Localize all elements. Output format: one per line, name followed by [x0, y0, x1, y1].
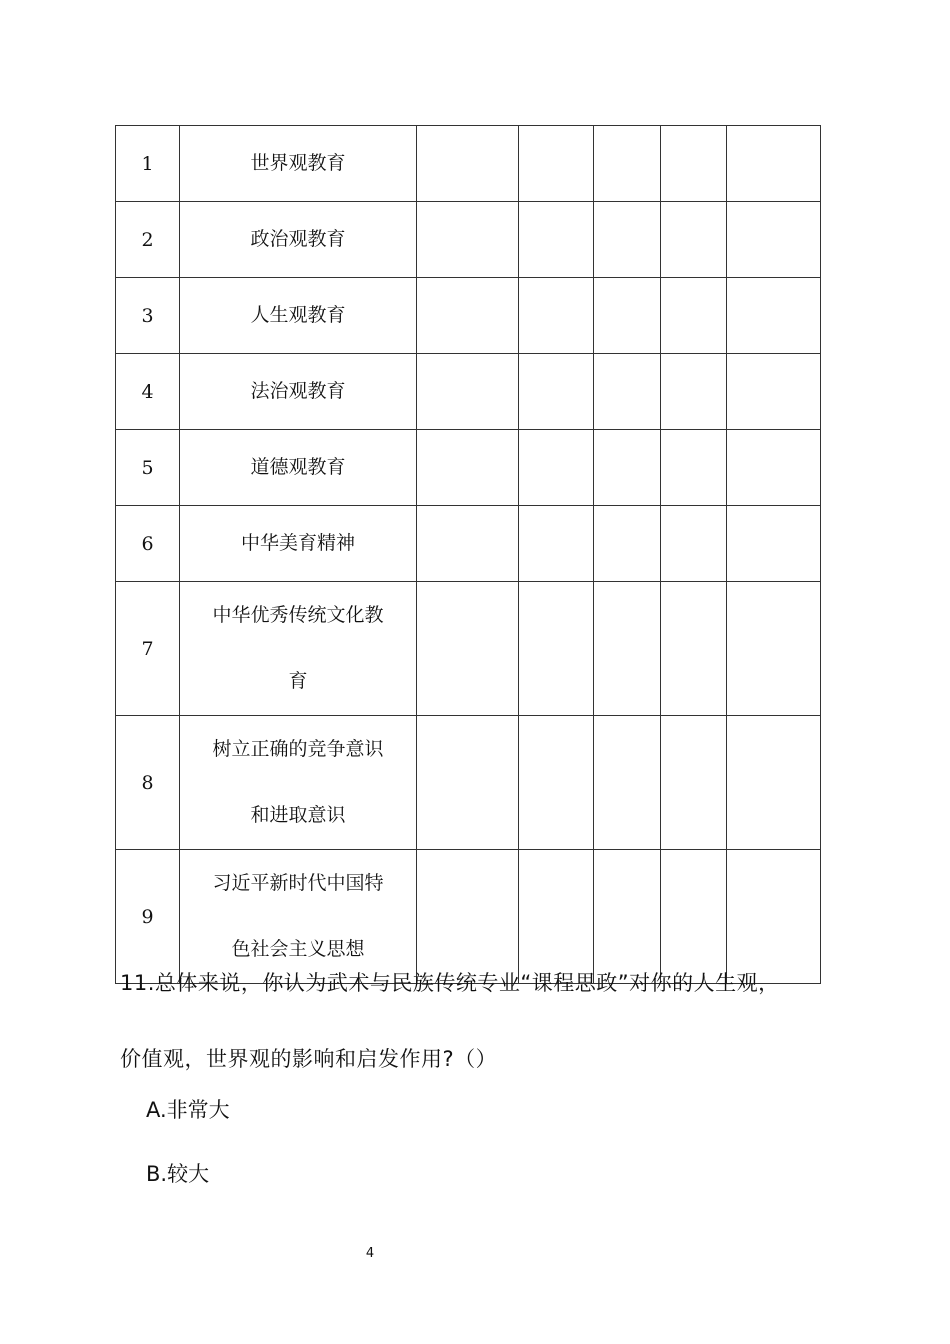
rating-cell[interactable] [519, 126, 594, 202]
question-text-line-1: 11.总体来说，你认为武术与民族传统专业“课程思政”对你的人生观， [120, 971, 780, 995]
table-body [116, 126, 821, 984]
table-row [116, 278, 821, 354]
rating-cell[interactable] [594, 202, 661, 278]
row-item [180, 716, 417, 850]
rating-cell[interactable] [417, 716, 519, 850]
option-a: A.非常大 [146, 1098, 230, 1122]
rating-cell[interactable] [727, 716, 821, 850]
table-row [116, 506, 821, 582]
rating-cell[interactable] [594, 430, 661, 506]
rating-cell[interactable] [727, 202, 821, 278]
row-item-line: 政治观教育 [250, 228, 346, 250]
row-item-line: 法治观教育 [250, 380, 346, 402]
row-item-line: 人生观教育 [250, 304, 346, 326]
rating-cell[interactable] [727, 354, 821, 430]
rating-cell[interactable] [661, 202, 727, 278]
row-item-line: 习近平新时代中国特 [212, 872, 384, 894]
row-number: 3 [116, 278, 180, 354]
rating-cell[interactable] [417, 430, 519, 506]
rating-cell[interactable] [417, 278, 519, 354]
rating-cell[interactable] [594, 278, 661, 354]
rating-cell[interactable] [727, 582, 821, 716]
row-number: 9 [116, 850, 180, 984]
table-row [116, 582, 821, 716]
row-number: 2 [116, 202, 180, 278]
page-number: 4 [365, 1246, 375, 1261]
question-text-line-2: 价值观，世界观的影响和启发作用?（） [120, 1047, 498, 1071]
row-item [180, 278, 417, 354]
rating-cell[interactable] [519, 506, 594, 582]
rating-cell[interactable] [727, 126, 821, 202]
row-item [180, 430, 417, 506]
rating-cell[interactable] [417, 126, 519, 202]
rating-cell[interactable] [417, 202, 519, 278]
rating-cell[interactable] [519, 430, 594, 506]
rating-cell[interactable] [727, 506, 821, 582]
row-item-line: 中华优秀传统文化教 [212, 604, 384, 626]
rating-cell[interactable] [519, 716, 594, 850]
row-number: 6 [116, 506, 180, 582]
rating-cell[interactable] [519, 202, 594, 278]
rating-cell[interactable] [417, 506, 519, 582]
question-11 [120, 945, 840, 1097]
row-item [180, 202, 417, 278]
option-b: B.较大 [146, 1162, 210, 1186]
rating-cell[interactable] [727, 278, 821, 354]
rating-cell[interactable] [594, 582, 661, 716]
table-row [116, 126, 821, 202]
row-number: 5 [116, 430, 180, 506]
row-item-line: 育 [288, 670, 308, 692]
rating-cell[interactable] [727, 430, 821, 506]
row-item [180, 582, 417, 716]
row-number: 7 [116, 582, 180, 716]
rating-cell[interactable] [519, 582, 594, 716]
row-item-line: 和进取意识 [250, 804, 346, 826]
rating-cell[interactable] [594, 716, 661, 850]
rating-cell[interactable] [661, 354, 727, 430]
rating-cell[interactable] [417, 354, 519, 430]
rating-cell[interactable] [661, 716, 727, 850]
row-item-line: 道德观教育 [250, 456, 346, 478]
rating-cell[interactable] [594, 506, 661, 582]
row-item-line: 中华美育精神 [240, 532, 355, 554]
row-number: 1 [116, 126, 180, 202]
table-row [116, 716, 821, 850]
rating-cell[interactable] [661, 430, 727, 506]
rating-cell[interactable] [519, 354, 594, 430]
rating-cell[interactable] [594, 126, 661, 202]
rating-cell[interactable] [519, 278, 594, 354]
rating-cell[interactable] [417, 582, 519, 716]
table-row [116, 430, 821, 506]
row-item [180, 506, 417, 582]
table-row [116, 202, 821, 278]
rating-cell[interactable] [661, 126, 727, 202]
row-item [180, 126, 417, 202]
row-number: 4 [116, 354, 180, 430]
row-item [180, 354, 417, 430]
row-item-line: 世界观教育 [250, 152, 346, 174]
row-number: 8 [116, 716, 180, 850]
table-row [116, 354, 821, 430]
rating-cell[interactable] [661, 506, 727, 582]
evaluation-table [115, 125, 821, 984]
rating-cell[interactable] [594, 354, 661, 430]
rating-cell[interactable] [661, 278, 727, 354]
row-item-line: 色社会主义思想 [231, 938, 365, 960]
row-item-line: 树立正确的竞争意识 [212, 738, 384, 760]
rating-cell[interactable] [661, 582, 727, 716]
